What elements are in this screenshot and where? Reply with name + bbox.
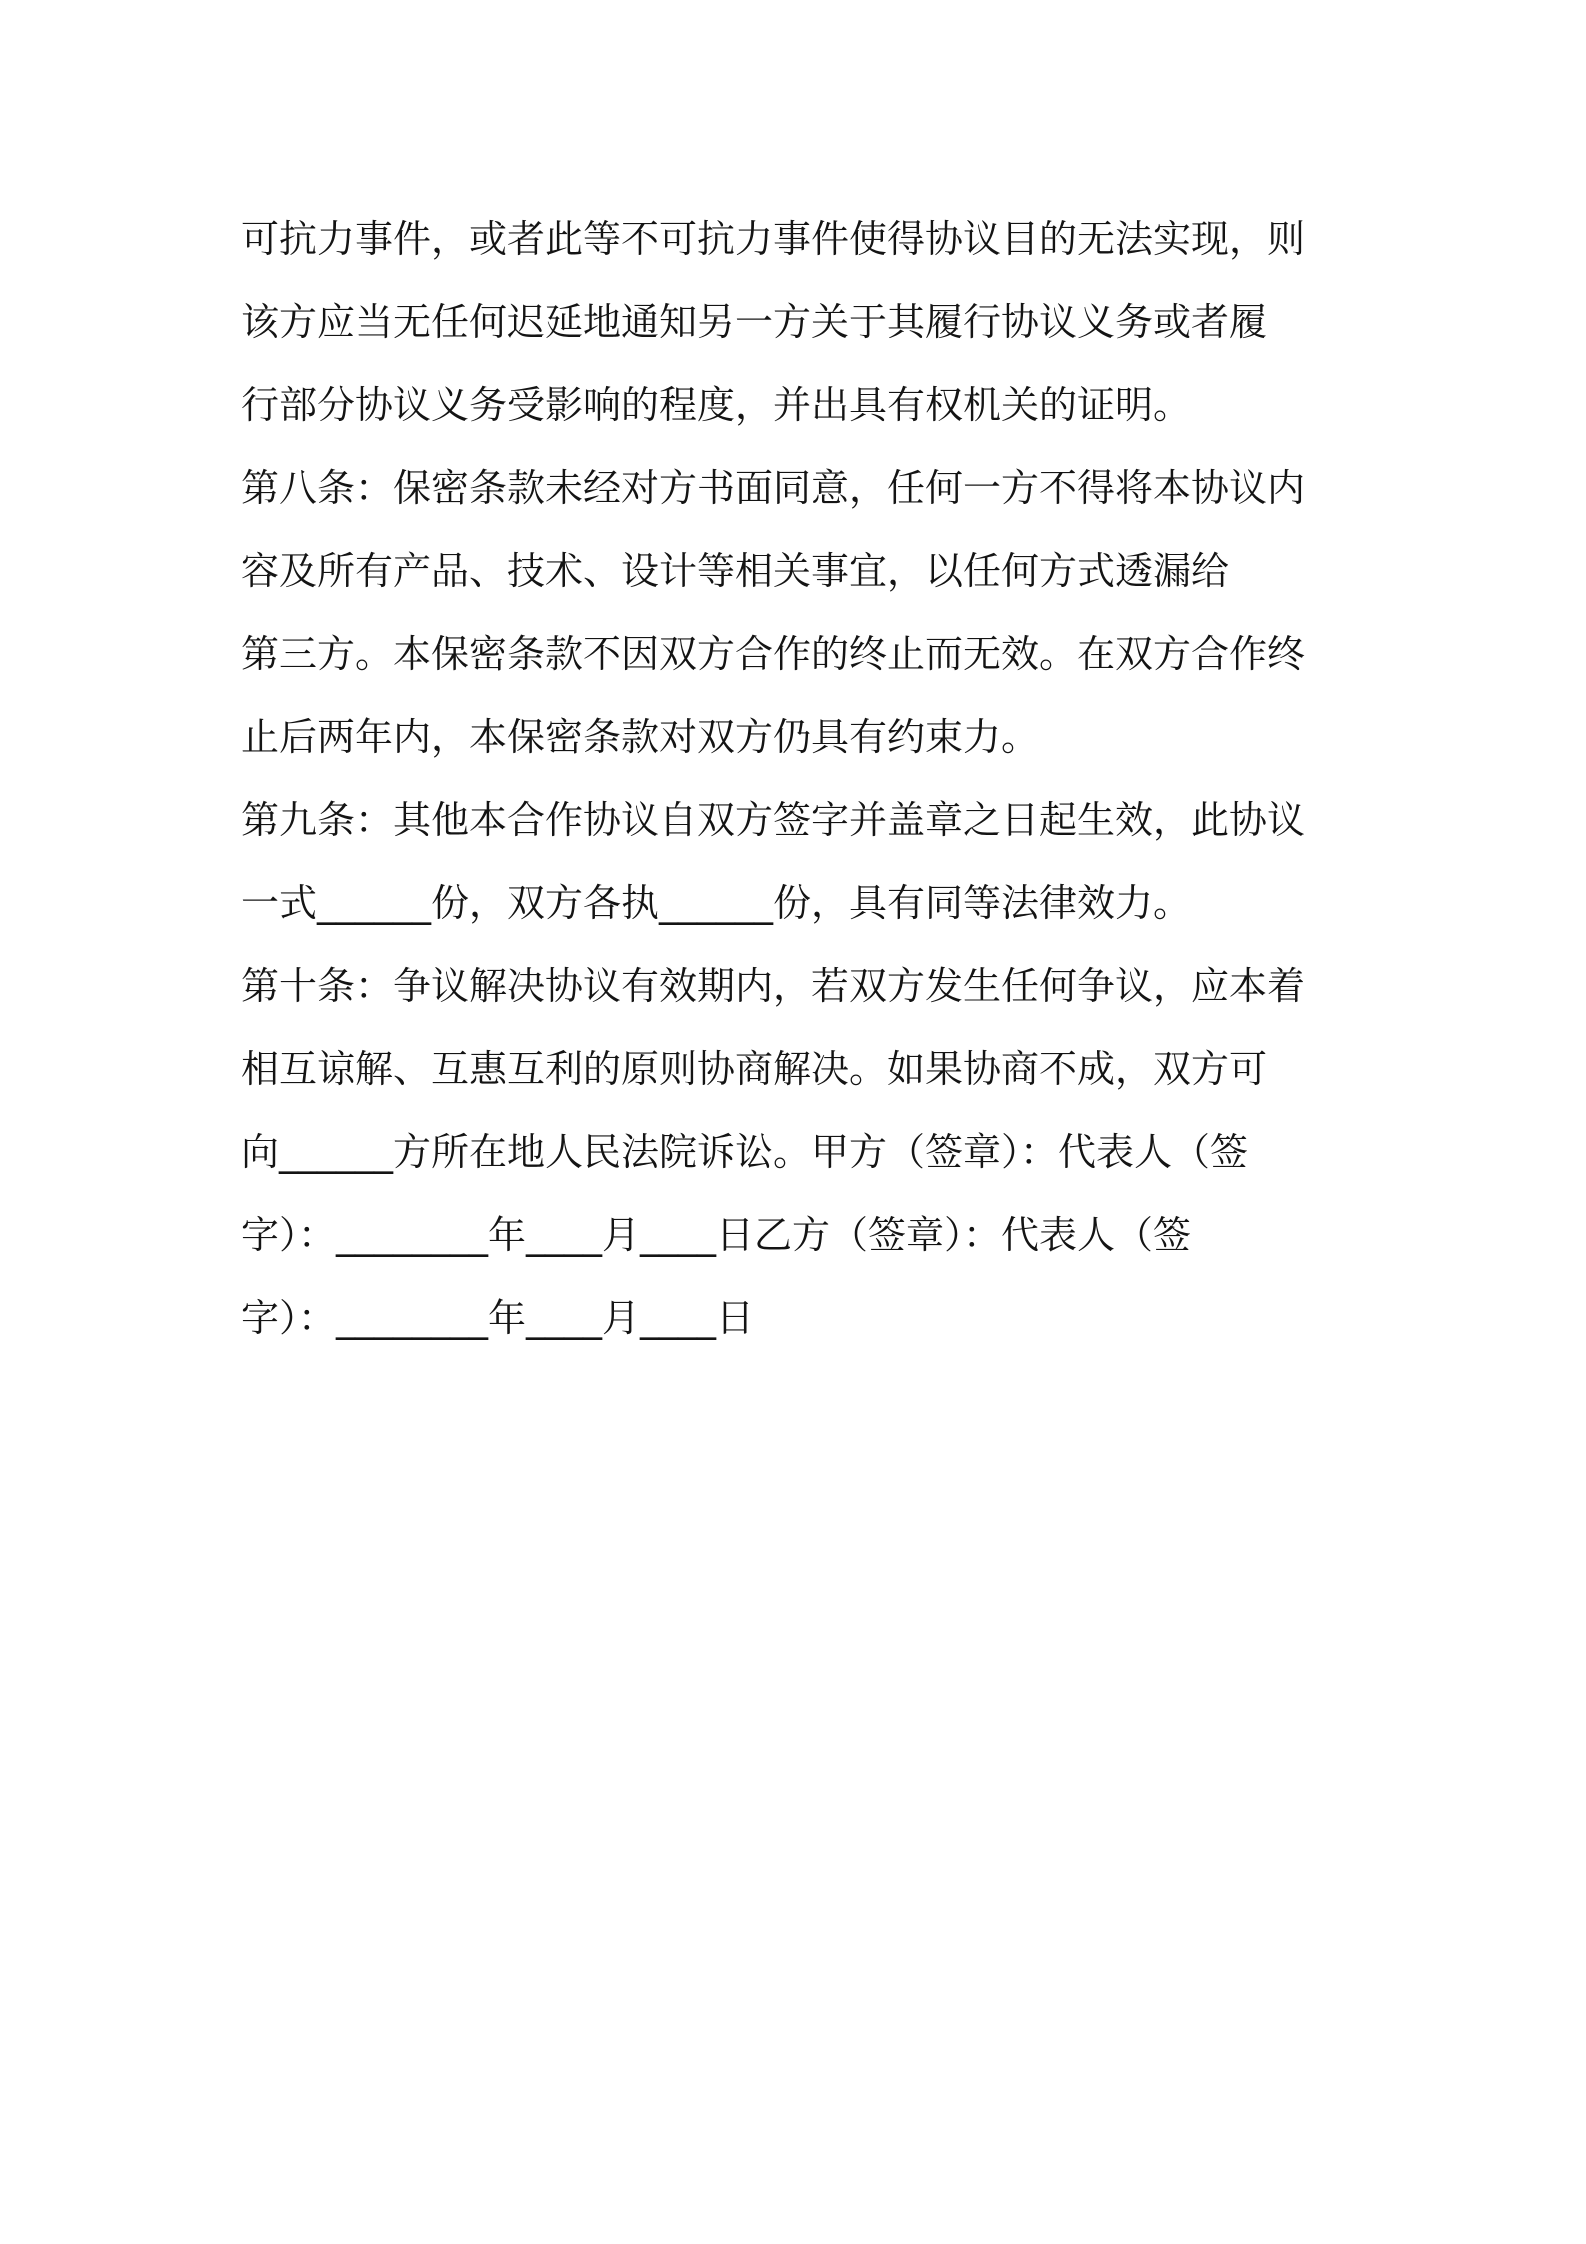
- article-9-line-2: 一式______份，双方各执______份，具有同等法律效力。: [241, 881, 1192, 925]
- article-8-line-2: 容及所有产品、技术、设计等相关事宜，以任何方式透漏给: [241, 549, 1230, 593]
- article-10-line-1: 第十条：争议解决协议有效期内，若双方发生任何争议，应本着: [241, 964, 1306, 1008]
- article-10-line-3: 向______方所在地人民法院诉讼。甲方（签章）：代表人（签: [241, 1130, 1249, 1174]
- article-10-line-2: 相互谅解、互惠互利的原则协商解决。如果协商不成，双方可: [241, 1047, 1268, 1091]
- article-8-line-4: 止后两年内，本保密条款对双方仍具有约束力。: [241, 715, 1040, 759]
- signature-line-1: 字）：________年____月____日乙方（签章）：代表人（签: [241, 1213, 1192, 1257]
- text-line-3: 行部分协议义务受影响的程度，并出具有权机关的证明。: [241, 383, 1192, 427]
- text-line-1: 可抗力事件，或者此等不可抗力事件使得协议目的无法实现，则: [241, 217, 1306, 261]
- article-8-line-3: 第三方。本保密条款不因双方合作的终止而无效。在双方合作终: [241, 632, 1306, 676]
- signature-line-2: 字）：________年____月____日: [241, 1296, 755, 1340]
- article-8-line-1: 第八条：保密条款未经对方书面同意，任何一方不得将本协议内: [241, 466, 1306, 510]
- article-9-line-1: 第九条：其他本合作协议自双方签字并盖章之日起生效，此协议: [241, 798, 1306, 842]
- document-body: [241, 198, 1361, 1360]
- text-line-2: 该方应当无任何迟延地通知另一方关于其履行协议义务或者履: [241, 300, 1268, 344]
